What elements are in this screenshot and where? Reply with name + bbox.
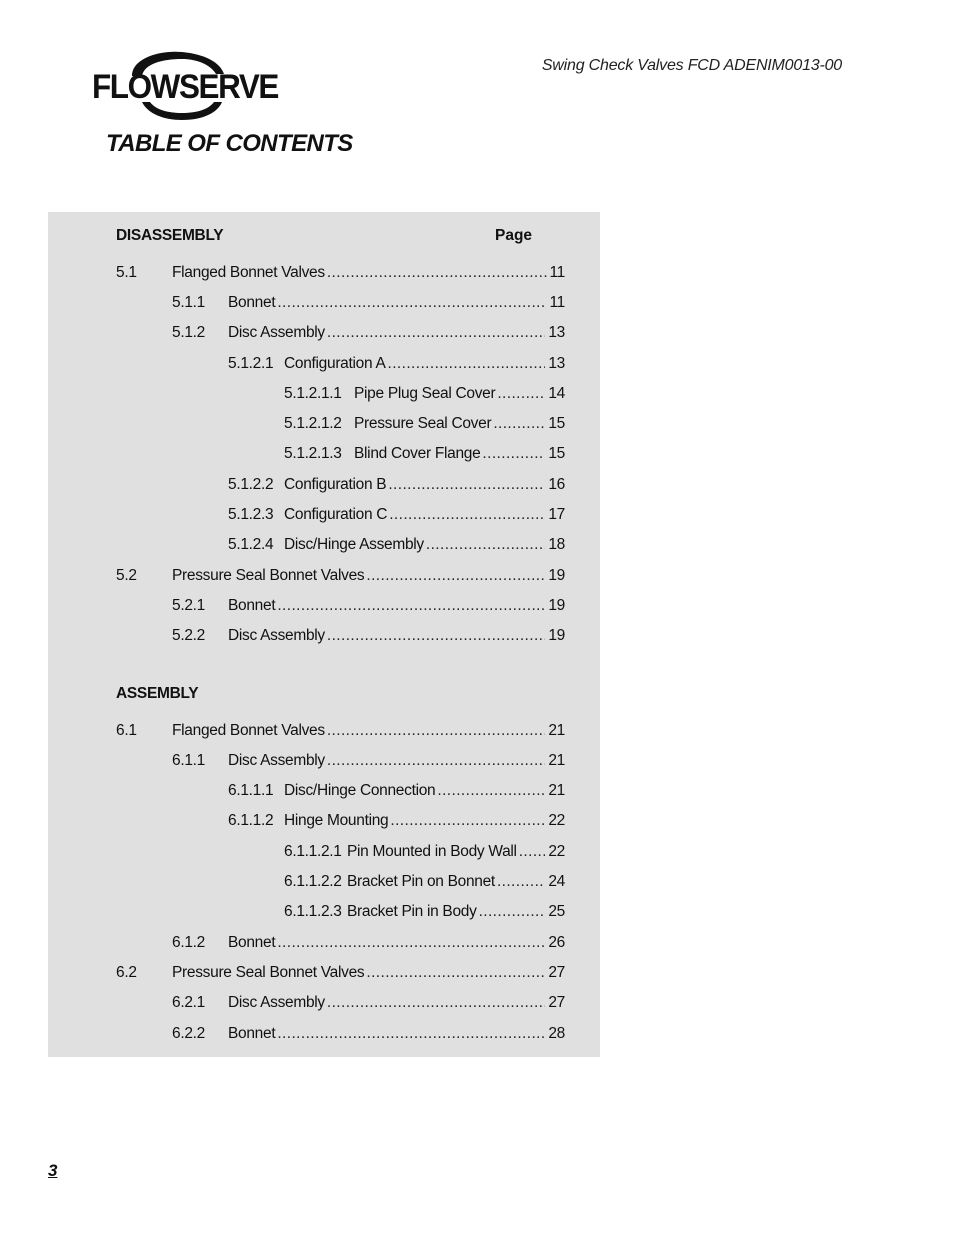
toc-entry-number: 6.2.1 [172, 994, 205, 1011]
toc-entry-page: 24 [548, 873, 565, 890]
toc-entry[interactable] [116, 964, 565, 984]
dot-leader [327, 752, 545, 770]
toc-entry[interactable] [116, 567, 565, 587]
toc-entry-number: 6.1.1 [172, 752, 205, 769]
toc-entry-page: 19 [548, 627, 565, 644]
section-heading-disassembly: DISASSEMBLY [116, 227, 224, 244]
toc-entry-number: 6.2.2 [172, 1025, 205, 1042]
toc-entry[interactable] [228, 782, 565, 802]
dot-leader [327, 994, 545, 1012]
toc-entry-number: 5.1.1 [172, 294, 205, 311]
toc-entry[interactable] [284, 445, 565, 465]
toc-entry-page: 21 [548, 722, 565, 739]
toc-entry-title: Blind Cover Flange [354, 445, 481, 462]
dot-leader [479, 903, 546, 921]
toc-entry-page: 15 [548, 415, 565, 432]
toc-entry-title: Pressure Seal Cover [354, 415, 492, 432]
toc-entry[interactable] [228, 536, 565, 556]
dot-leader [426, 536, 545, 554]
toc-entry-title: Disc/Hinge Assembly [284, 536, 424, 553]
dot-leader [327, 264, 547, 282]
toc-entry-title: Hinge Mounting [284, 812, 389, 829]
toc-panel [48, 212, 600, 1057]
toc-entry-title: Bonnet [228, 1025, 276, 1042]
toc-entry-page: 17 [548, 506, 565, 523]
dot-leader [277, 934, 545, 952]
toc-entry[interactable] [172, 597, 565, 617]
toc-entry-number: 5.1.2.4 [228, 536, 274, 553]
toc-entry-number: 6.1.1.2.3 [284, 903, 342, 920]
toc-entry-title: Flanged Bonnet Valves [172, 722, 325, 739]
flowserve-logo [90, 48, 282, 126]
toc-entry-title: Bonnet [228, 597, 276, 614]
toc-entry-page: 19 [548, 597, 565, 614]
toc-entry-number: 5.2.1 [172, 597, 205, 614]
toc-entry-page: 16 [548, 476, 565, 493]
toc-entry[interactable] [284, 415, 565, 435]
toc-entry[interactable] [116, 722, 565, 742]
toc-entry-number: 5.1.2.1.3 [284, 445, 342, 462]
toc-entry-number: 5.2 [116, 567, 137, 584]
toc-entry-title: Pressure Seal Bonnet Valves [172, 567, 365, 584]
dot-leader [327, 722, 546, 740]
toc-entry-number: 5.1.2.1 [228, 355, 274, 372]
toc-entry-title: Configuration A [284, 355, 386, 372]
section-heading-assembly: ASSEMBLY [116, 685, 199, 702]
toc-entry-number: 6.1 [116, 722, 137, 739]
toc-entry-title: Pipe Plug Seal Cover [354, 385, 496, 402]
dot-leader [277, 294, 546, 312]
toc-entry-page: 27 [548, 964, 565, 981]
dot-leader [519, 843, 546, 861]
toc-entry-title: Disc Assembly [228, 994, 325, 1011]
svg-text:FLOWSERVE: FLOWSERVE [92, 68, 279, 106]
toc-entry-number: 6.1.2 [172, 934, 205, 951]
toc-entry[interactable] [228, 506, 565, 526]
toc-entry-page: 11 [549, 294, 565, 311]
toc-entry-title: Pressure Seal Bonnet Valves [172, 964, 365, 981]
toc-entry-number: 5.2.2 [172, 627, 205, 644]
toc-entry[interactable] [172, 1025, 565, 1045]
toc-entry-number: 5.1 [116, 264, 137, 281]
toc-entry-page: 11 [549, 264, 565, 281]
dot-leader [388, 476, 545, 494]
toc-entry-page: 13 [548, 355, 565, 372]
toc-entry-page: 21 [548, 752, 565, 769]
dot-leader [277, 1025, 545, 1043]
dot-leader [388, 355, 546, 373]
toc-entry-page: 21 [548, 782, 565, 799]
toc-entry-title: Configuration B [284, 476, 387, 493]
toc-entry-title: Bonnet [228, 934, 276, 951]
toc-entry-number: 5.1.2 [172, 324, 205, 341]
dot-leader [437, 782, 545, 800]
toc-entry[interactable] [228, 812, 565, 832]
dot-leader [327, 627, 545, 645]
toc-entry-title: Pin Mounted in Body Wall [347, 843, 517, 860]
toc-entry-title: Flanged Bonnet Valves [172, 264, 325, 281]
toc-entry-title: Disc/Hinge Connection [284, 782, 436, 799]
toc-entry[interactable] [116, 264, 565, 284]
toc-entry-title: Bonnet [228, 294, 276, 311]
toc-entry-title: Configuration C [284, 506, 388, 523]
toc-entry-page: 27 [548, 994, 565, 1011]
toc-entry-page: 26 [548, 934, 565, 951]
flowserve-logo-icon [90, 48, 282, 126]
dot-leader [493, 415, 545, 433]
toc-entry-page: 18 [548, 536, 565, 553]
toc-entry-page: 22 [548, 843, 565, 860]
dot-leader [327, 324, 545, 342]
page-column-heading: Page [495, 227, 533, 244]
document-reference: Swing Check Valves FCD ADENIM0013-00 [541, 57, 842, 74]
toc-entry[interactable] [284, 843, 565, 863]
toc-entry[interactable] [228, 355, 565, 375]
toc-entry[interactable] [172, 994, 565, 1014]
toc-entry-page: 19 [548, 567, 565, 584]
toc-entry-page: 22 [548, 812, 565, 829]
toc-entry-page: 13 [548, 324, 565, 341]
toc-entry[interactable] [172, 934, 565, 954]
page-title: TABLE OF CONTENTS [106, 130, 353, 157]
toc-entry-page: 15 [548, 445, 565, 462]
dot-leader [277, 597, 545, 615]
toc-entry-page: 28 [548, 1025, 565, 1042]
toc-entry[interactable] [172, 294, 565, 314]
toc-entry-page: 14 [548, 385, 565, 402]
dot-leader [390, 812, 545, 830]
toc-entry-number: 5.1.2.3 [228, 506, 274, 523]
toc-entry[interactable] [284, 873, 565, 893]
toc-entry-title: Disc Assembly [228, 627, 325, 644]
toc-entry[interactable] [228, 476, 565, 496]
page-number: 3 [48, 1161, 58, 1180]
toc-entry-number: 6.1.1.2.1 [284, 843, 342, 860]
toc-entry-title: Bracket Pin in Body [347, 903, 477, 920]
toc-entry-number: 6.1.1.2.2 [284, 873, 342, 890]
dot-leader [497, 873, 545, 891]
toc-entry-number: 6.2 [116, 964, 137, 981]
toc-entry[interactable] [284, 385, 565, 405]
toc-entry-number: 6.1.1.1 [228, 782, 274, 799]
toc-entry-page: 25 [548, 903, 565, 920]
toc-entry[interactable] [172, 324, 565, 344]
toc-entry-number: 5.1.2.2 [228, 476, 274, 493]
toc-entry-title: Disc Assembly [228, 324, 325, 341]
toc-entry-number: 5.1.2.1.1 [284, 385, 342, 402]
toc-entry[interactable] [172, 627, 565, 647]
dot-leader [366, 964, 545, 982]
toc-entry-number: 6.1.1.2 [228, 812, 274, 829]
dot-leader [482, 445, 545, 463]
dot-leader [366, 567, 545, 585]
dot-leader [389, 506, 545, 524]
toc-entry-number: 5.1.2.1.2 [284, 415, 342, 432]
dot-leader [497, 385, 545, 403]
toc-entry[interactable] [172, 752, 565, 772]
toc-entry[interactable] [284, 903, 565, 923]
toc-entry-title: Disc Assembly [228, 752, 325, 769]
toc-entry-title: Bracket Pin on Bonnet [347, 873, 495, 890]
